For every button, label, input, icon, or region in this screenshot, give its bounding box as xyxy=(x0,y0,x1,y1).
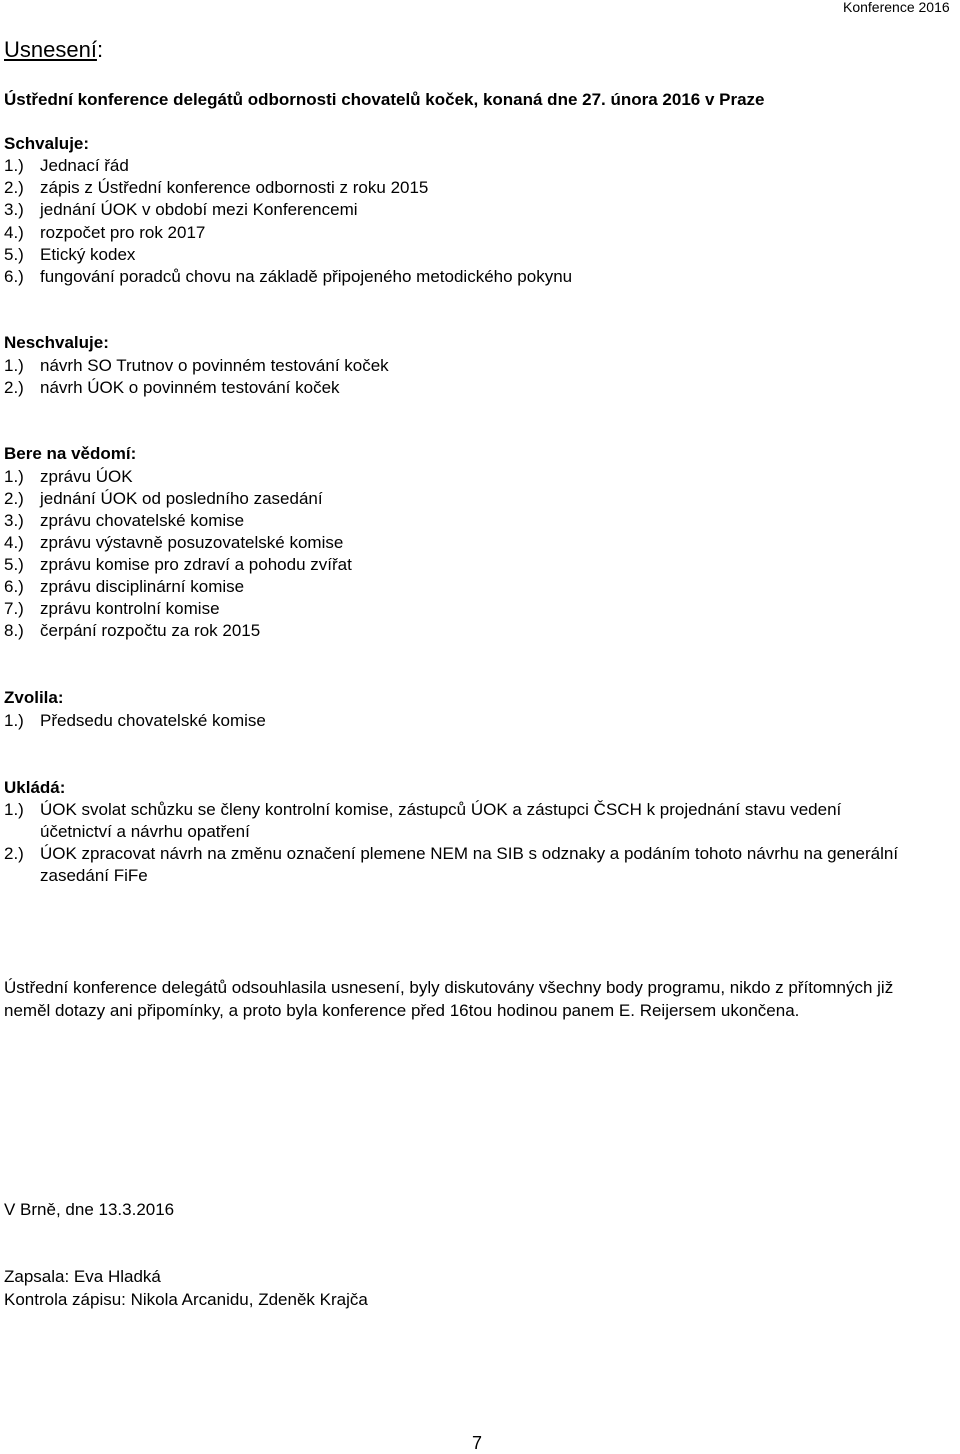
list-item: 2.) zápis z Ústřední konference odbornosti z roku 2015 xyxy=(4,178,429,197)
checked-by: Kontrola zápisu: Nikola Arcanidu, Zdeněk Krajča xyxy=(4,1290,368,1309)
section-heading-bere-na-vedomi: Bere na vědomí: xyxy=(4,444,137,463)
page-header: Konference 2016 xyxy=(843,0,950,15)
list-item: 1.) Jednací řád xyxy=(4,156,129,175)
list-item: 4.) rozpočet pro rok 2017 xyxy=(4,223,206,242)
list-item: 4.) zprávu výstavně posuzovatelské komise xyxy=(4,533,344,552)
section-heading-zvolila: Zvolila: xyxy=(4,688,64,707)
closing-paragraph: Ústřední konference delegátů odsouhlasila usnesení, byly diskutovány všechny body programu, nikdo z přítomných již neměl dotazy ani připomínky, a proto byla konference před 16tou hodinou panem E. Reijersem ukončena. xyxy=(4,978,894,1020)
section-heading-uklada: Ukládá: xyxy=(4,778,66,797)
list-item: 1.) zprávu ÚOK xyxy=(4,467,133,486)
section-heading-schvaluje: Schvaluje: xyxy=(4,134,90,153)
title-word: Usnesení xyxy=(4,37,97,62)
list-item: 2.) návrh ÚOK o povinném testování koček xyxy=(4,378,340,397)
document-title xyxy=(4,37,103,63)
page-number: 7 xyxy=(472,1433,483,1453)
list-item: 7.) zprávu kontrolní komise xyxy=(4,599,220,618)
list-item: 8.) čerpání rozpočtu za rok 2015 xyxy=(4,621,261,640)
list-item: 3.) zprávu chovatelské komise xyxy=(4,511,245,530)
list-item: 5.) Etický kodex xyxy=(4,245,136,264)
list-item: 2.) jednání ÚOK od posledního zasedání xyxy=(4,489,323,508)
recorded-by: Zapsala: Eva Hladká xyxy=(4,1267,161,1286)
list-item: 1.) návrh SO Trutnov o povinném testování koček xyxy=(4,356,389,375)
section-heading-neschvaluje: Neschvaluje: xyxy=(4,333,109,352)
list-item: 5.) zprávu komise pro zdraví a pohodu zvířat xyxy=(4,555,352,574)
place-date: V Brně, dne 13.3.2016 xyxy=(4,1200,175,1219)
list-item: 3.) jednání ÚOK v období mezi Konferencemi xyxy=(4,200,358,219)
document-subtitle: Ústřední konference delegátů odbornosti chovatelů koček, konaná dne 27. února 2016 v Praze xyxy=(4,90,765,109)
list-item: 6.) fungování poradců chovu na základě připojeného metodického pokynu xyxy=(4,267,573,286)
list-item: 1.) Předsedu chovatelské komise xyxy=(4,711,266,730)
list-item: 6.) zprávu disciplinární komise xyxy=(4,577,245,596)
title-colon: : xyxy=(96,37,104,62)
